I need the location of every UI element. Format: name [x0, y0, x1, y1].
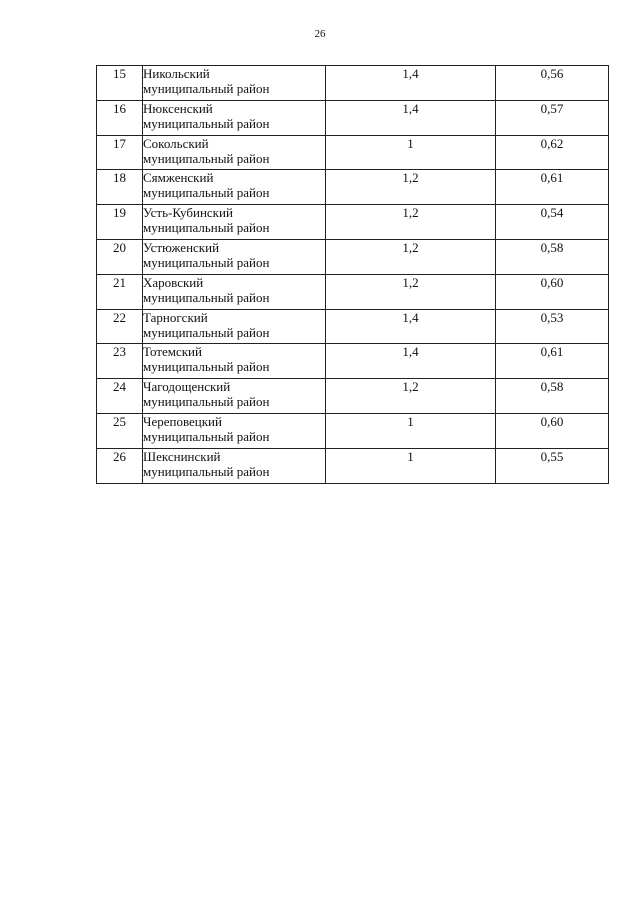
district-name-line2: муниципальный район: [143, 185, 270, 201]
value-1: 1,2: [326, 205, 496, 240]
value-1: 1: [326, 448, 496, 483]
table-row: [97, 274, 609, 309]
table-row: [97, 170, 609, 205]
district-name: [143, 413, 326, 448]
row-number: 20: [97, 239, 143, 274]
district-table: [96, 65, 609, 484]
row-number: 18: [97, 170, 143, 205]
table-row: [97, 205, 609, 240]
district-name-line1: Тотемский: [143, 344, 202, 360]
value-2: 0,60: [496, 274, 609, 309]
value-2: 0,60: [496, 413, 609, 448]
district-name: [143, 309, 326, 344]
value-1: 1,4: [326, 309, 496, 344]
table-row: [97, 344, 609, 379]
district-name: [143, 239, 326, 274]
value-2: 0,57: [496, 100, 609, 135]
row-number: 24: [97, 379, 143, 414]
value-1: 1,4: [326, 100, 496, 135]
value-1: 1,4: [326, 66, 496, 101]
table-row: [97, 66, 609, 101]
district-name-line1: Сямженский: [143, 170, 214, 186]
district-name: [143, 66, 326, 101]
district-name: [143, 344, 326, 379]
district-name: [143, 448, 326, 483]
row-number: 22: [97, 309, 143, 344]
row-number: 17: [97, 135, 143, 170]
table-row: [97, 135, 609, 170]
row-number: 25: [97, 413, 143, 448]
district-name-line1: Усть-Кубинский: [143, 205, 233, 221]
value-1: 1,2: [326, 274, 496, 309]
row-number: 23: [97, 344, 143, 379]
district-name-line1: Харовский: [143, 274, 204, 290]
value-1: 1,2: [326, 170, 496, 205]
value-2: 0,56: [496, 66, 609, 101]
table-row: [97, 100, 609, 135]
district-name-line1: Шекснинский: [143, 448, 221, 464]
table-row: [97, 239, 609, 274]
district-name-line2: муниципальный район: [143, 254, 270, 270]
value-1: 1,2: [326, 239, 496, 274]
district-name-line1: Сокольский: [143, 135, 209, 151]
district-name-line1: Нюксенский: [143, 100, 213, 116]
row-number: 21: [97, 274, 143, 309]
district-name-line2: муниципальный район: [143, 428, 270, 444]
value-1: 1,4: [326, 344, 496, 379]
district-name-line2: муниципальный район: [143, 115, 270, 131]
district-name-line2: муниципальный район: [143, 150, 270, 166]
district-name: [143, 170, 326, 205]
district-name-line2: муниципальный район: [143, 289, 270, 305]
row-number: 26: [97, 448, 143, 483]
row-number: 19: [97, 205, 143, 240]
district-name: [143, 100, 326, 135]
value-2: 0,53: [496, 309, 609, 344]
row-number: 15: [97, 66, 143, 101]
page-number: 26: [314, 28, 326, 40]
district-name: [143, 274, 326, 309]
table-row: [97, 309, 609, 344]
district-name-line2: муниципальный район: [143, 394, 270, 410]
value-2: 0,61: [496, 344, 609, 379]
district-name-line2: муниципальный район: [143, 220, 270, 236]
district-name: [143, 135, 326, 170]
value-2: 0,58: [496, 379, 609, 414]
value-2: 0,55: [496, 448, 609, 483]
district-name: [143, 379, 326, 414]
table-row: [97, 413, 609, 448]
table-row: [97, 379, 609, 414]
table-row: [97, 448, 609, 483]
district-name-line1: Никольский: [143, 66, 210, 81]
district-name-line1: Чагодощенский: [143, 379, 231, 395]
district-name-line1: Тарногский: [143, 309, 208, 325]
district-name-line2: муниципальный район: [143, 324, 270, 340]
value-2: 0,61: [496, 170, 609, 205]
value-2: 0,54: [496, 205, 609, 240]
district-name-line1: Череповецкий: [143, 413, 222, 429]
district-name-line2: муниципальный район: [143, 81, 270, 96]
value-2: 0,62: [496, 135, 609, 170]
value-1: 1: [326, 413, 496, 448]
row-number: 16: [97, 100, 143, 135]
value-1: 1: [326, 135, 496, 170]
district-name-line1: Устюженский: [143, 239, 220, 255]
district-name-line2: муниципальный район: [143, 359, 270, 375]
district-name-line2: муниципальный район: [143, 463, 270, 479]
value-1: 1,2: [326, 379, 496, 414]
district-name: [143, 205, 326, 240]
value-2: 0,58: [496, 239, 609, 274]
